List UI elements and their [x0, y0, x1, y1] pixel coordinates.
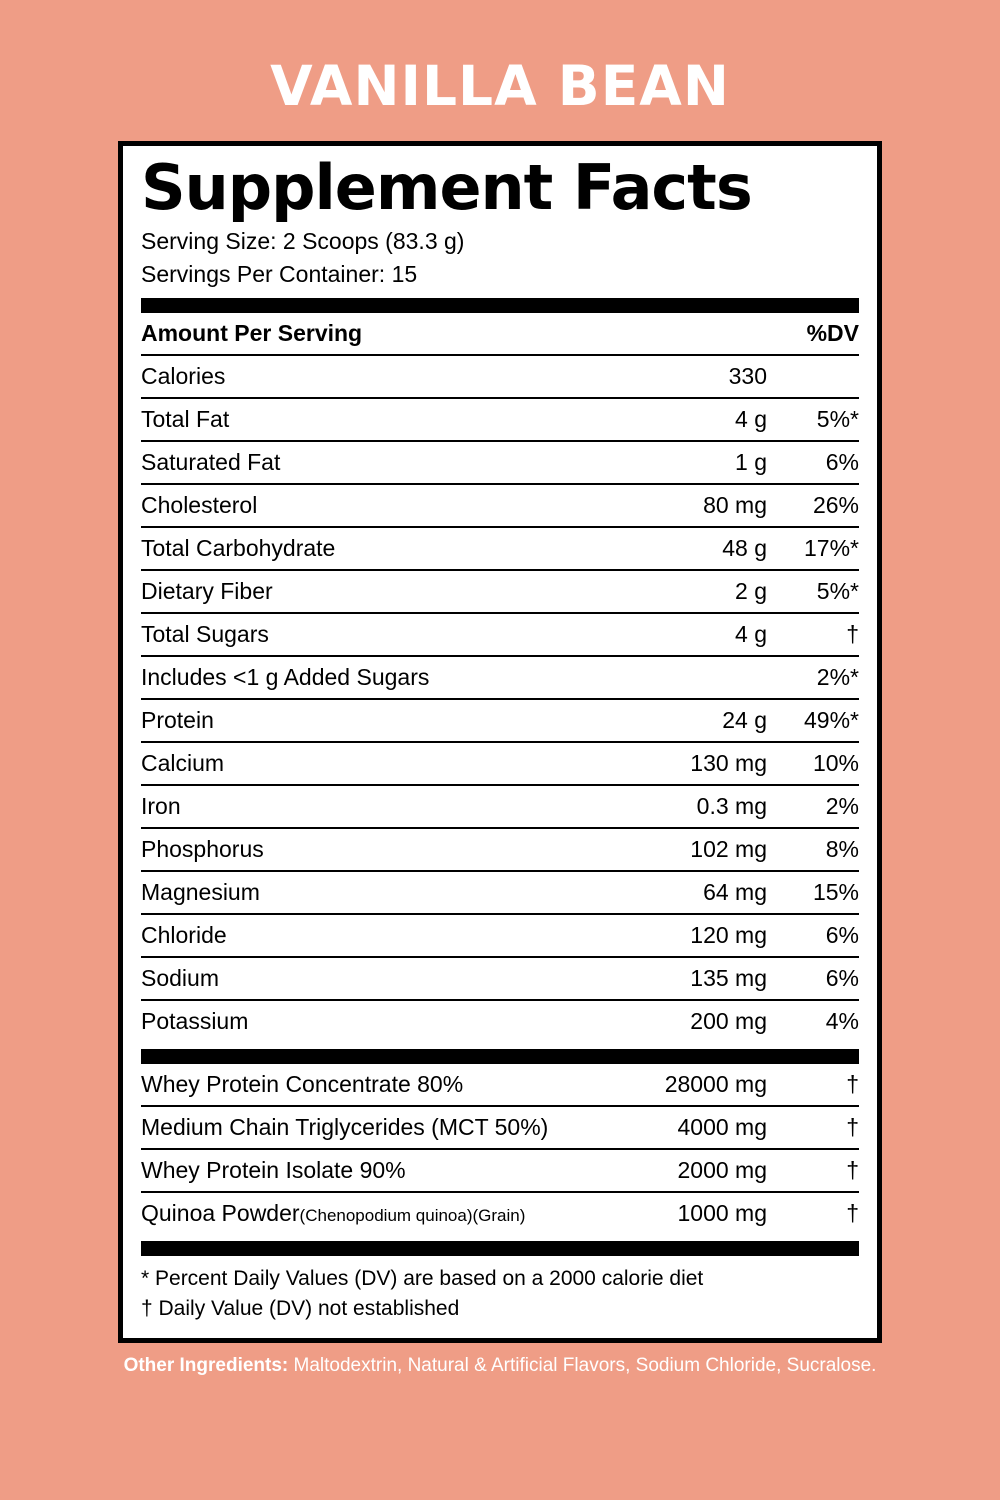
serving-size: Serving Size: 2 Scoops (83.3 g) [141, 228, 465, 255]
other-ingredients-text: Maltodextrin, Natural & Artificial Flavors, Sodium Chloride, Sucralose. [288, 1355, 877, 1376]
other-ingredients [0, 1355, 1000, 1377]
row-name: Phosphorus [141, 828, 587, 871]
row-amount: 330 [587, 355, 767, 398]
row-dv: 5%* [767, 570, 859, 613]
table-row [141, 828, 859, 871]
blend-ingredient-name: Medium Chain Triglycerides (MCT 50%) [141, 1113, 549, 1140]
row-amount: 120 mg [587, 914, 767, 957]
table-row [141, 1000, 859, 1042]
table-row [141, 742, 859, 785]
row-name: Includes <1 g Added Sugars [141, 656, 587, 699]
row-dv: 15% [767, 871, 859, 914]
row-dv: † [846, 1199, 859, 1226]
row-name [141, 1106, 587, 1149]
row-amount: 102 mg [587, 828, 767, 871]
row-amount: 4 g [587, 398, 767, 441]
footnote-dv-not-established: † Daily Value (DV) not established [141, 1296, 460, 1320]
panel-title: Supplement Facts [141, 151, 752, 224]
row-name [141, 1149, 587, 1192]
row-amount [587, 656, 767, 699]
row-name: Total Carbohydrate [141, 527, 587, 570]
table-row [141, 441, 859, 484]
row-name: Chloride [141, 914, 587, 957]
row-dv: † [767, 1149, 859, 1192]
row-name: Calcium [141, 742, 587, 785]
row-name: Iron [141, 785, 587, 828]
row-name: Magnesium [141, 871, 587, 914]
dv-header: %DV [767, 313, 859, 355]
table-row [141, 785, 859, 828]
row-amount: 1 g [587, 441, 767, 484]
row-name: Sodium [141, 957, 587, 1000]
blend-ingredient-name: Quinoa Powder [141, 1199, 300, 1226]
table-row [141, 527, 859, 570]
table-row [141, 699, 859, 742]
row-name: Calories [141, 355, 587, 398]
blend-table-body [141, 1064, 859, 1234]
nutrition-table [141, 313, 859, 1042]
other-ingredients-label: Other Ingredients: [123, 1355, 289, 1376]
row-dv: 10% [767, 742, 859, 785]
row-name: Dietary Fiber [141, 570, 587, 613]
flavor-title: VANILLA BEAN [270, 54, 730, 118]
row-amount: 130 mg [587, 742, 767, 785]
footnotes [141, 1256, 859, 1325]
table-row [141, 613, 859, 656]
row-dv: 8% [767, 828, 859, 871]
header-spacer [587, 313, 767, 355]
row-dv: 6% [767, 957, 859, 1000]
row-amount: 48 g [587, 527, 767, 570]
supplement-facts-panel [118, 141, 882, 1343]
table-row [141, 1149, 859, 1192]
table-header-row [141, 313, 859, 355]
table-row [141, 398, 859, 441]
row-name: Potassium [141, 1007, 249, 1034]
row-dv: 17%* [767, 527, 859, 570]
table-row [141, 957, 859, 1000]
row-amount: 1000 mg [677, 1199, 767, 1226]
table-row [141, 1064, 859, 1106]
row-amount: 135 mg [587, 957, 767, 1000]
table-row [141, 656, 859, 699]
divider-thick-top [141, 298, 859, 313]
row-name: Saturated Fat [141, 441, 587, 484]
table-row [141, 1106, 859, 1149]
row-dv: † [767, 1106, 859, 1149]
row-amount: 2 g [587, 570, 767, 613]
row-dv [767, 355, 859, 398]
table-row [141, 1192, 859, 1234]
row-amount: 80 mg [587, 484, 767, 527]
blend-ingredient-latin: (Chenopodium quinoa)(Grain) [299, 1205, 526, 1225]
row-amount: 24 g [587, 699, 767, 742]
row-dv: 6% [767, 441, 859, 484]
row-dv: † [767, 1064, 859, 1106]
row-amount: 200 mg [690, 1007, 767, 1034]
table-row [141, 355, 859, 398]
table-row [141, 570, 859, 613]
table-row [141, 871, 859, 914]
nutrition-table-body [141, 313, 859, 1042]
row-name [141, 1064, 587, 1106]
row-dv: 49%* [767, 699, 859, 742]
servings-per-container: Servings Per Container: 15 [141, 260, 418, 287]
row-dv: 2% [767, 785, 859, 828]
row-dv: † [767, 613, 859, 656]
row-amount: 0.3 mg [587, 785, 767, 828]
row-name: Total Fat [141, 398, 587, 441]
row-amount: 64 mg [587, 871, 767, 914]
row-dv: 2%* [767, 656, 859, 699]
divider-thick-middle [141, 1049, 859, 1064]
row-name: Cholesterol [141, 484, 587, 527]
table-row [141, 914, 859, 957]
row-amount: 4 g [587, 613, 767, 656]
row-name: Total Sugars [141, 613, 587, 656]
row-amount: 2000 mg [587, 1149, 767, 1192]
row-name: Protein [141, 699, 587, 742]
row-amount: 4000 mg [587, 1106, 767, 1149]
row-name [141, 1192, 587, 1234]
amount-per-serving-header: Amount Per Serving [141, 313, 587, 355]
row-amount: 28000 mg [587, 1064, 767, 1106]
blend-table [141, 1064, 859, 1234]
row-dv: 6% [767, 914, 859, 957]
row-dv: 5%* [767, 398, 859, 441]
blend-ingredient-name: Whey Protein Isolate 90% [141, 1156, 406, 1183]
footnote-dv-basis: * Percent Daily Values (DV) are based on a 2000 calorie diet [141, 1266, 704, 1290]
divider-thick-bottom [141, 1241, 859, 1256]
row-dv: 4% [825, 1007, 859, 1034]
row-dv: 26% [767, 484, 859, 527]
table-row [141, 484, 859, 527]
blend-ingredient-name: Whey Protein Concentrate 80% [141, 1070, 464, 1097]
